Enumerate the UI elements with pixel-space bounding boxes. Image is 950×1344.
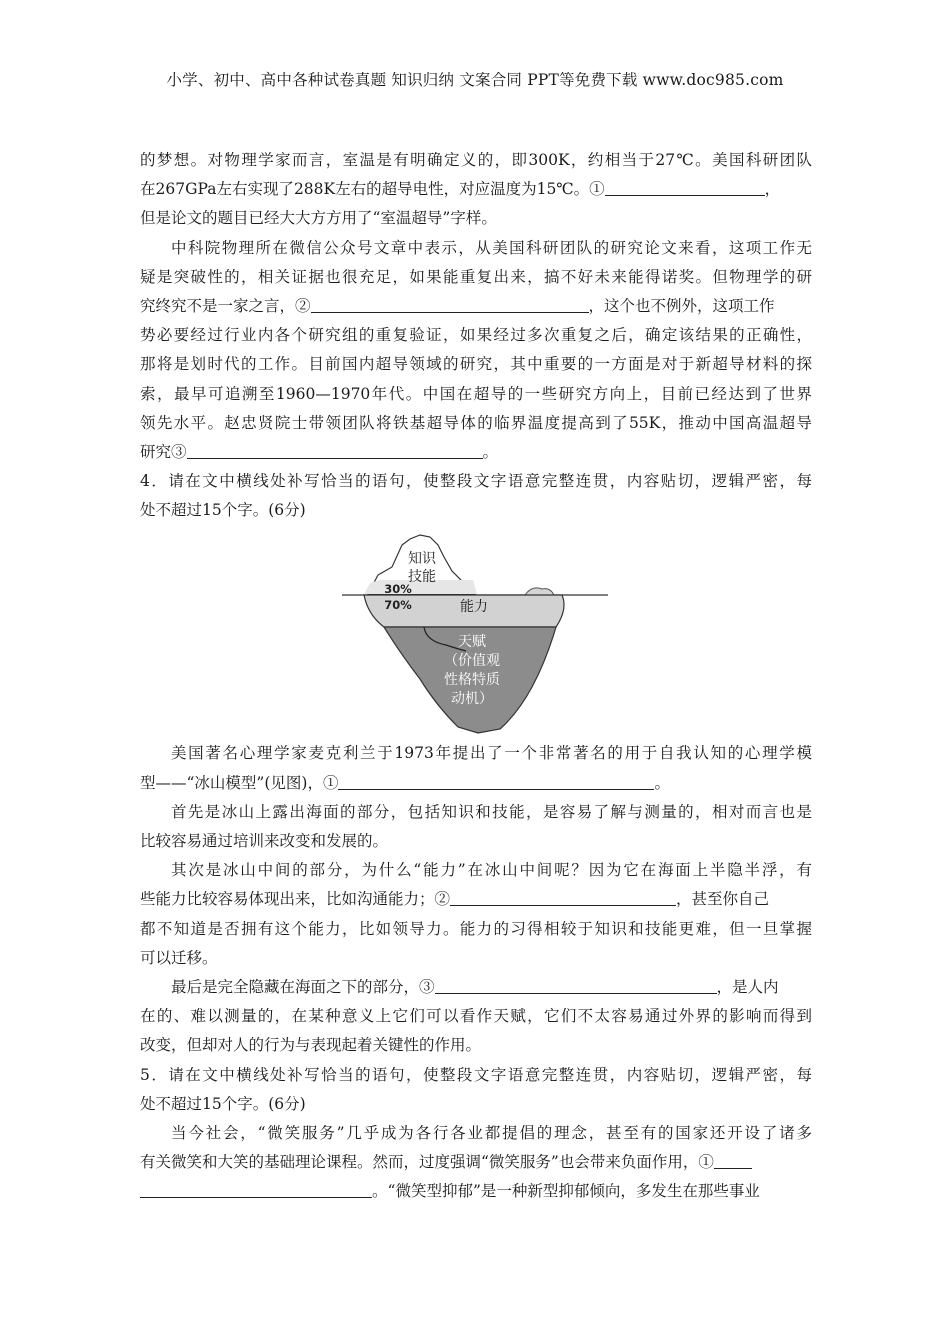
text-fragment: “微笑型抑郁”是一种新型抑郁倾向，多发生在那些事业	[387, 1182, 760, 1201]
text-line: 疑是突破性的，相关证据也很充足，如果能重复出来，搞不好未来能得诺奖。但物理学的研	[140, 267, 812, 286]
text-line: 都不知道是否拥有这个能力，比如领导力。能力的习得相较于知识和技能更难，但一旦掌握	[140, 919, 812, 938]
text-fragment: ，甚至你自己	[676, 890, 770, 909]
text-line: 其次是冰山中间的部分，为什么“能力”在冰山中间呢？因为它在海面上半隐半浮，有	[171, 861, 812, 880]
text-line	[140, 175, 812, 204]
text-line: 当今社会，“微笑服务”几乎成为各行各业都提倡的理念，甚至有的国家还开设了诸多	[171, 1123, 812, 1142]
text-line: 在的、难以测量的，在某种意义上它们可以看作天赋，它们不太容易通过外界的影响而得到	[140, 1007, 812, 1026]
text-line: 那将是划时代的工作。目前国内超导领域的研究，其中重要的一方面是对于新超导材料的探	[140, 355, 812, 374]
text-line	[140, 1148, 812, 1177]
text-line	[140, 973, 812, 1002]
text-line	[140, 292, 812, 321]
text-line: 比较容易通过培训来改变和发展的。	[140, 832, 389, 850]
answer-blank-3[interactable]	[187, 440, 483, 459]
label-traits: 性格特质	[444, 672, 500, 689]
answer-blank-2[interactable]	[311, 294, 589, 313]
text-fragment: ，是人内	[716, 977, 779, 996]
label-70-percent: 70%	[384, 598, 412, 613]
text-line: 势必要经过行业内各个研究组的重复验证，如果经过多次重复之后，确定该结果的正确性，	[140, 326, 812, 345]
answer-blank-6[interactable]	[435, 975, 717, 994]
question-5-cont: 处不超过15个字。(6分)	[140, 1094, 306, 1113]
label-talent: 天赋	[458, 634, 486, 651]
iceberg-diagram	[340, 531, 610, 741]
answer-blank-7[interactable]	[714, 1150, 752, 1169]
label-skills: 技能	[408, 569, 436, 586]
text-fragment: ，	[764, 180, 781, 199]
question-5: 5．请在文中横线处补写恰当的语句，使整段文字语意完整连贯，内容贴切，逻辑严密，每	[140, 1065, 812, 1084]
text-fragment: 。	[372, 1182, 388, 1201]
label-motivation: 动机）	[451, 691, 493, 708]
text-line: 的梦想。对物理学家而言，室温是有明确定义的，即300K，约相当于27℃。美国科研团队	[140, 151, 812, 169]
text-fragment: 有关微笑和大笑的基础理论课程。然而，过度强调“微笑服务”也会带来负面作用，①	[140, 1153, 714, 1172]
text-line	[140, 1177, 812, 1206]
text-fragment: ，这个也不例外，这项工作	[588, 296, 775, 315]
iceberg-figure	[140, 525, 812, 739]
label-30-percent: 30%	[384, 582, 412, 597]
label-knowledge: 知识	[408, 551, 436, 568]
document-body	[140, 146, 812, 1206]
answer-blank-1[interactable]	[605, 177, 765, 196]
text-fragment: 。	[654, 773, 670, 792]
text-fragment: 。	[482, 442, 499, 461]
text-fragment: 型——“冰山模型”(见图)，①	[140, 773, 339, 792]
text-line: 美国著名心理学家麦克利兰于1973年提出了一个非常著名的用于自我认知的心理学模	[171, 744, 812, 763]
answer-blank-4[interactable]	[338, 771, 654, 790]
text-line: 索，最早可追溯至1960—1970年代。中国在超导的一些研究方向上，目前已经达到了世界	[140, 384, 812, 403]
text-fragment: 研究③	[140, 442, 187, 461]
text-line	[140, 438, 812, 467]
text-fragment: 最后是完全隐藏在海面之下的部分，③	[171, 977, 435, 996]
text-line: 改变，但却对人的行为与表现起着关键性的作用。	[140, 1036, 482, 1055]
text-line: 但是论文的题目已经大大方方用了“室温超导”字样。	[140, 209, 497, 228]
text-fragment: 究终究不是一家之言，②	[140, 296, 311, 315]
text-line	[140, 885, 812, 914]
text-fragment: 在267GPa左右实现了288K左右的超导电性，对应温度为15℃。①	[140, 180, 605, 199]
text-line: 可以迁移。	[140, 948, 218, 967]
answer-blank-7-cont[interactable]	[140, 1179, 372, 1198]
question-4: 4．请在文中横线处补写恰当的语句，使整段文字语意完整连贯，内容贴切，逻辑严密，每	[140, 472, 812, 491]
text-line: 领先水平。赵忠贤院士带领团队将铁基超导体的临界温度提高到了55K，推动中国高温超导	[140, 413, 812, 432]
iceberg-bump	[525, 588, 554, 595]
answer-blank-5[interactable]	[450, 887, 676, 906]
text-line: 首先是冰山上露出海面的部分，包括知识和技能，是容易了解与测量的，相对而言也是	[171, 802, 812, 821]
text-line	[140, 769, 812, 798]
label-ability: 能力	[460, 599, 488, 616]
text-fragment: 些能力比较容易体现出来，比如沟通能力；②	[140, 890, 451, 909]
text-line: 中科院物理所在微信公众号文章中表示，从美国科研团队的研究论文来看，这项工作无	[171, 238, 812, 257]
page-header: 小学、初中、高中各种试卷真题 知识归纳 文案合同 PPT等免费下载 www.doc985.com	[166, 71, 784, 89]
question-4-cont: 处不超过15个字。(6分)	[140, 501, 306, 520]
label-values: （价值观	[444, 653, 500, 670]
